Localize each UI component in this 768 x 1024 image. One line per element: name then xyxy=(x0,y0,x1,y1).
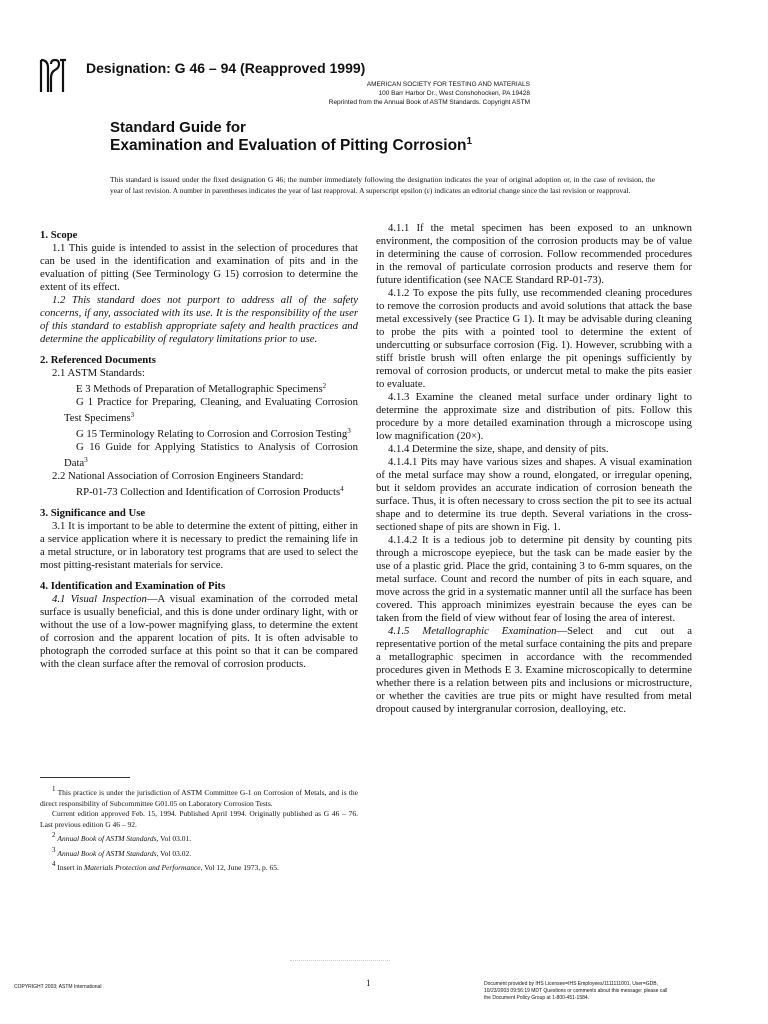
paragraph-4-1-3: 4.1.3 Examine the cleaned metal surface under ordinary light to determine the approximate size and distribution of pits. Follow this procedure by a more detailed examination through a microscope using low magnification (20×). xyxy=(376,391,692,442)
paragraph-4-1-4: 4.1.4 Determine the size, shape, and density of pits. xyxy=(388,443,609,455)
reference-item: G 16 Guide for Applying Statistics to Analysis of Corrosion Data$^3$ xyxy=(64,441,358,469)
publisher-info xyxy=(200,80,530,107)
footnote-3: $^3$ Annual Book of ASTM Standards, Vol 03.02. xyxy=(52,845,192,858)
page-number: 1 xyxy=(366,978,371,988)
paragraph-1-1: 1.1 This guide is intended to assist in the selection of procedures that can be used in the identification and examination of pits and in the evaluation of pitting (See Terminology G 15) corrosion to determine the extent of its effect. xyxy=(40,242,358,293)
reference-item: G 15 Terminology Relating to Corrosion and Corrosion Testing$^3$ xyxy=(76,427,351,440)
section-heading-identification: 4. Identification and Examination of Pits xyxy=(40,580,226,592)
reference-item: RP-01-73 Collection and Identification of Corrosion Products$^4$ xyxy=(76,485,344,498)
reference-item: G 1 Practice for Preparing, Cleaning, and Evaluating Corrosion Test Specimens$^3$ xyxy=(64,396,358,424)
nace-standard-label: 2.2 National Association of Corrosion Engineers Standard: xyxy=(52,470,304,482)
section-heading-scope: 1. Scope xyxy=(40,229,78,241)
publisher-line: Reprinted from the Annual Book of ASTM Standards. Copyright ASTM xyxy=(328,99,530,106)
paragraph-4-1-1: 4.1.1 If the metal specimen has been exposed to an unknown environment, the composition of the corrosion products may be of value in determining the cause of corrosion. Follow recommended procedures in the removal of particulate corrosion products and reserve them for future identification (see NACE Standard RP-01-73). xyxy=(376,222,692,286)
paragraph-4-1-4-1: 4.1.4.1 Pits may have various sizes and shapes. A visual examination of the metal surface may show a round, elongated, or irregular opening, but it seldom provides an accurate indication of corrosion beneath the surface. Thus, it is often necessary to cross section the pit to see its actual shape and to determine its true depth. Several variations in the cross-sectioned shape of pits are shown in Fig. 1. xyxy=(376,456,692,533)
footnote-2: $^2$ Annual Book of ASTM Standards, Vol 03.01. xyxy=(52,831,192,843)
publisher-line: 100 Barr Harbor Dr., West Conshohocken, PA 19428 xyxy=(378,90,530,97)
docinfo-line: Document provided by IHS Licensee=IHS Employees/1111111001, User=GDB, xyxy=(484,981,658,987)
footnote-rule xyxy=(40,777,130,778)
paragraph-4-1: 4.1 Visual Inspection—A visual examination of the corroded metal surface is usually beneficial, and this is done under ordinary light, with or without the use of a low-power magnifying glass, to determine the extent of corrosion and the apparent location of pits. It is often advisable to photograph the corroded surface at this point so that it can be compared with the clean surface after the removal of corrosion products. xyxy=(40,593,358,670)
footnote-1-edition: Current edition approved Feb. 15, 1994. Published April 1994. Originally published as G 46 – 76. Last previous edition G 46 – 92. xyxy=(40,809,358,829)
docinfo-line: 10/23/2003 09:56:19 MDT Questions or comments about this message: please call xyxy=(484,988,668,994)
footnote-4: $^4$ Insert in Materials Protection and Performance, Vol 12, June 1973, p. 65. xyxy=(52,860,279,872)
document-title-line2 xyxy=(110,136,472,155)
section-heading-significance: 3. Significance and Use xyxy=(40,507,146,519)
title-footnote-mark: 1 xyxy=(466,136,473,147)
section-heading-referenced-documents: 2. Referenced Documents xyxy=(40,354,156,366)
footer-divider xyxy=(290,960,390,962)
paragraph-1-2: 1.2 This standard does not purport to address all of the safety concerns, if any, associated with its use. It is the responsibility of the user of this standard to establish appropriate safety and health practices and determine the applicability of regulatory limitations prior to use. xyxy=(40,294,358,345)
document-title-line1: Standard Guide for xyxy=(110,119,246,136)
paragraph-4-1-5: 4.1.5 Metallographic Examination—Select and cut out a representative portion of the metal surface containing the pits and prepare a metallographic specimen in accordance with the recommended procedures given in Methods E 3. Examine microscopically to determine whether there is a relation between pits and inclusions or microstructure, or whether the cavities are true pits or might have resulted from metal dropout caused by intergranular corrosion, dealloying, etc. xyxy=(376,625,692,715)
copyright-notice: COPYRIGHT 2003; ASTM International xyxy=(14,984,102,990)
paragraph-4-1-2: 4.1.2 To expose the pits fully, use recommended cleaning procedures to remove the corrosion products and avoid solutions that attack the base metal excessively (see Practice G 1). It may be advisable during cleaning to probe the pits with a pointed tool to determine the extent of undercutting or subsurface corrosion (Fig. 1). However, scrubbing with a stiff bristle brush will often enlarge the pit openings sufficiently by removal of corrosion products, or undercut metal to make the pits easier to evaluate. xyxy=(376,287,692,390)
footnotes xyxy=(40,784,358,874)
reference-item: E 3 Methods of Preparation of Metallographic Specimens$^2$ xyxy=(76,382,327,395)
paragraph-4-1-4-2: 4.1.4.2 It is a tedious job to determine pit density by counting pits through a microscope eyepiece, but the task can be made easier by the use of a plastic grid. Place the grid, containing 3 to 6-mm squares, on the metal surface. Count and record the number of pits in each square, and move across the grid in a systematic manner until all the surface has been covered. This approach minimizes eyestrain because the eyes can be taken from the field of view without fear of losing the area of interest. xyxy=(376,534,692,624)
footnote-1: $^1$ This practice is under the jurisdiction of ASTM Committee G-1 on Corrosion of Metals, and is the direct responsibility of Subcommittee G01.05 on Laboratory Corrosion Tests. xyxy=(40,785,358,808)
title-text: Examination and Evaluation of Pitting Corrosion xyxy=(110,137,467,154)
paragraph-3-1: 3.1 It is important to be able to determine the extent of pitting, either in a service application where it is necessary to predict the remaining life in a metal structure, or in laboratory test programs that are used to select the most pitting-resistant materials for service. xyxy=(40,520,358,571)
astm-logo xyxy=(38,56,68,96)
standard-issuance-note: This standard is issued under the fixed designation G 46; the number immediately following the designation indicates the year of original adoption or, in the case of revision, the year of last revision. A number in parentheses indicates the year of last reapproval. A superscript epsilon (ε) indicates an editorial change since the last revision or reapproval. xyxy=(110,175,655,195)
designation: Designation: G 46 – 94 (Reapproved 1999) xyxy=(86,60,366,76)
document-license-info xyxy=(484,981,724,1002)
docinfo-line: the Document Policy Group at 1-800-451-1584. xyxy=(484,995,590,1001)
astm-standards-label: 2.1 ASTM Standards: xyxy=(52,367,145,379)
right-column xyxy=(376,222,692,716)
left-column xyxy=(40,229,358,671)
publisher-line: AMERICAN SOCIETY FOR TESTING AND MATERIALS xyxy=(366,81,530,88)
